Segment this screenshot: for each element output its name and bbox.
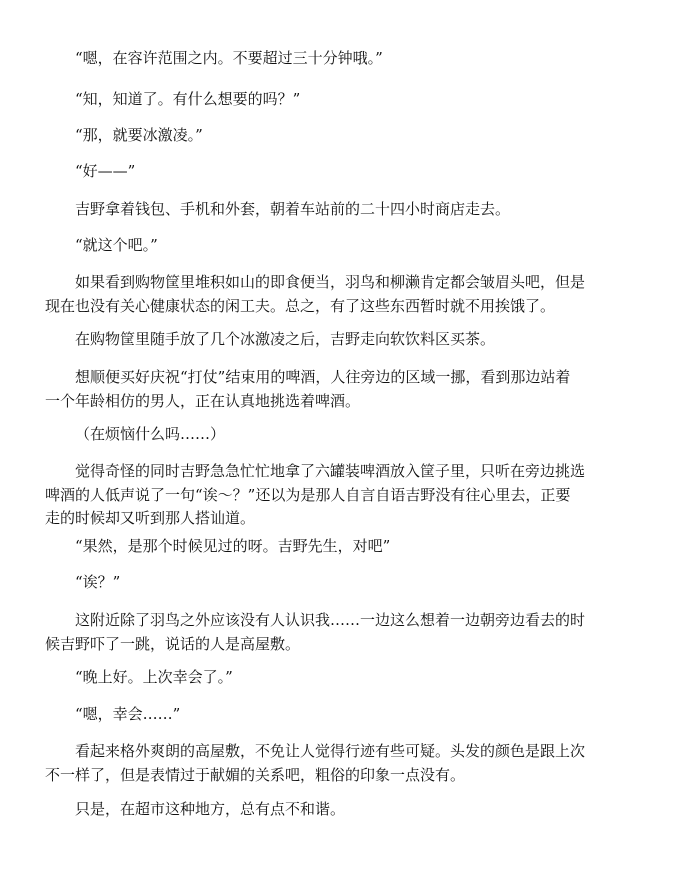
text-line: 如果看到购物筐里堆积如山的即食便当，羽鸟和柳濑肯定都会皱眉头吧，但是	[75, 273, 586, 291]
text-line: “就这个吧。”	[75, 236, 158, 254]
paragraph-9	[45, 366, 627, 413]
text-line: “那，就要冰激凌。”	[75, 126, 203, 144]
paragraph-18	[75, 798, 627, 822]
paragraph-10	[75, 423, 627, 447]
paragraph-12	[75, 535, 627, 559]
text-line: “嗯，在容许范围之内。不要超过三十分钟哦。”	[75, 49, 383, 67]
text-line: “晚上好。上次幸会了。”	[75, 668, 233, 686]
text-line: 现在也没有关心健康状态的闲工夫。总之，有了这些东西暂时就不用挨饿了。	[45, 296, 556, 315]
text-line: 只是，在超市这种地方，总有点不和谐。	[75, 800, 346, 818]
text-line: 在购物筐里随手放了几个冰激凌之后，吉野走向软饮料区买茶。	[75, 330, 496, 348]
text-line: “果然，是那个时候见过的呀。吉野先生，对吧”	[75, 537, 391, 555]
text-line: 这附近除了羽鸟之外应该没有人认识我……一边这么想着一边朝旁边看去的时	[75, 611, 586, 629]
text-line: 走的时候却又听到那人搭讪道。	[45, 509, 256, 527]
paragraph-8	[75, 328, 627, 352]
paragraph-7	[45, 271, 627, 318]
paragraph-6	[75, 234, 627, 258]
text-line: 看起来格外爽朗的高屋敷，不免让人觉得行迹有些可疑。头发的颜色是跟上次	[75, 742, 586, 760]
paragraph-16	[75, 703, 627, 727]
text-line: “好——”	[75, 162, 136, 180]
text-line: 想顺便买好庆祝“打仗”结束用的啤酒，人往旁边的区域一挪，看到那边站着	[75, 368, 571, 386]
text-line: “知，知道了。有什么想要的吗？”	[75, 90, 301, 108]
text-line: 觉得奇怪的同时吉野急急忙忙地拿了六罐装啤酒放入筐子里，只听在旁边挑选	[75, 462, 586, 480]
text-line: “嗯，幸会……”	[75, 705, 181, 723]
paragraph-3	[75, 124, 627, 148]
text-line: 吉野拿着钱包、手机和外套，朝着车站前的二十四小时商店走去。	[75, 200, 511, 218]
paragraph-4	[75, 160, 627, 184]
paragraph-11	[45, 460, 627, 531]
paragraph-15	[75, 666, 627, 690]
paragraph-5	[75, 198, 627, 222]
text-line: 候吉野吓了一跳，说话的人是高屋敷。	[45, 634, 301, 653]
text-line: 一个年龄相仿的男人，正在认真地挑选着啤酒。	[45, 391, 361, 410]
paragraph-17	[45, 740, 627, 787]
paragraph-13	[75, 571, 627, 595]
text-line: “诶？”	[75, 573, 121, 591]
text-line: 不一样了，但是表情过于献媚的关系吧，粗俗的印象一点没有。	[45, 765, 466, 784]
paragraph-2	[75, 88, 627, 112]
paragraph-1	[75, 47, 627, 71]
paragraph-14	[45, 609, 627, 656]
text-line: （在烦恼什么吗……）	[75, 425, 226, 443]
text-line: 啤酒的人低声说了一句“诶～？”还以为是那人自言自语吉野没有往心里去，正要	[45, 485, 571, 504]
